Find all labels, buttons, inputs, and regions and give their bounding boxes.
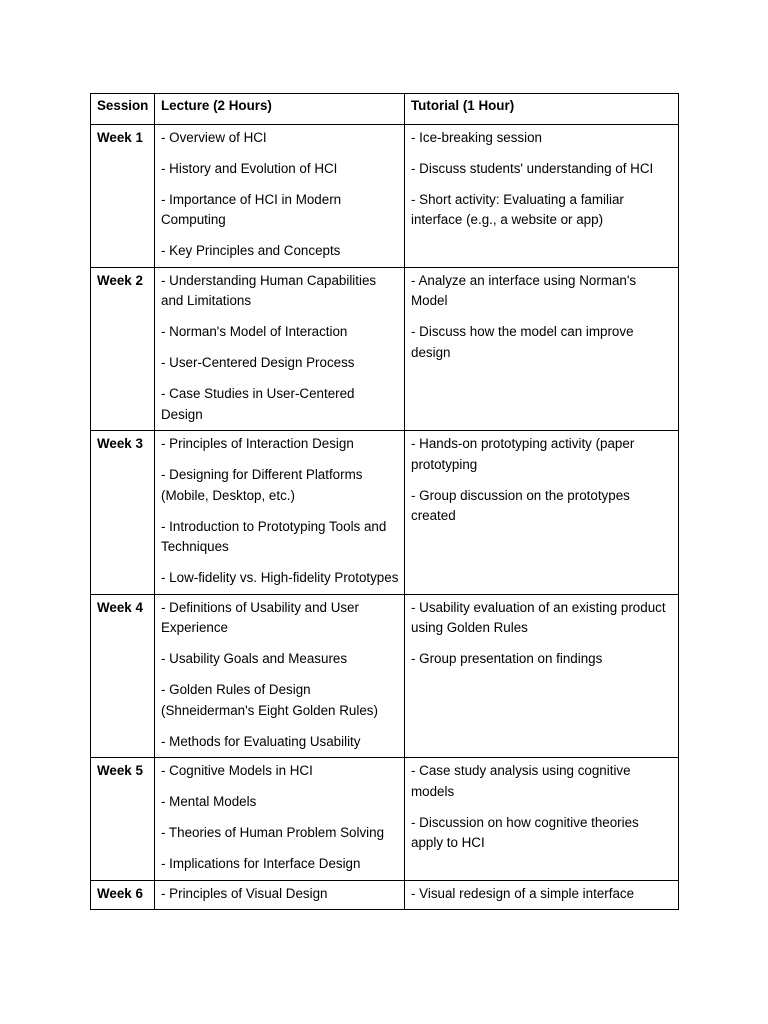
header-session: Session <box>91 94 155 125</box>
tutorial-item: - Analyze an interface using Norman's Model <box>411 272 637 308</box>
lecture-item: - Theories of Human Problem Solving <box>161 825 385 840</box>
lecture-item: - Norman's Model of Interaction <box>161 324 348 339</box>
lecture-item: - Importance of HCI in Modern Computing <box>161 191 342 227</box>
lecture-cell <box>155 431 405 595</box>
table-header <box>91 94 679 125</box>
lecture-cell <box>155 267 405 431</box>
tutorial-item: - Discuss students' understanding of HCI <box>411 160 654 176</box>
session-cell: Week 1 <box>91 124 155 267</box>
header-tutorial: Tutorial (1 Hour) <box>405 94 679 125</box>
tutorial-item: - Short activity: Evaluating a familiar interface (e.g., a website or app) <box>411 191 624 227</box>
table-row <box>91 758 679 881</box>
tutorial-item: - Hands-on prototyping activity (paper prototyping <box>411 436 635 472</box>
tutorial-item: - Visual redesign of a simple interface <box>411 885 635 901</box>
lecture-item: - Key Principles and Concepts <box>161 243 341 258</box>
lecture-item: - Definitions of Usability and User Experience <box>161 599 359 635</box>
tutorial-item: - Group discussion on the prototypes created <box>411 487 630 523</box>
table-row <box>91 880 679 910</box>
lecture-item: - Usability Goals and Measures <box>161 651 348 666</box>
tutorial-item: - Group presentation on findings <box>411 651 603 666</box>
lecture-item: - Overview of HCI <box>161 129 267 145</box>
lecture-item: - Methods for Evaluating Usability <box>161 733 361 749</box>
lecture-item: - Golden Rules of Design (Shneiderman's Eight Golden Rules) <box>161 682 378 718</box>
table-row <box>91 431 679 595</box>
tutorial-cell <box>405 431 679 595</box>
header-row <box>91 94 679 125</box>
lecture-item: - Cognitive Models in HCI <box>161 763 313 778</box>
session-cell: Week 6 <box>91 880 155 910</box>
lecture-item: - Introduction to Prototyping Tools and Techniques <box>161 518 387 554</box>
tutorial-item: - Discuss how the model can improve design <box>411 324 634 360</box>
lecture-cell <box>155 880 405 910</box>
tutorial-cell <box>405 594 679 758</box>
header-lecture: Lecture (2 Hours) <box>155 94 405 125</box>
lecture-cell <box>155 758 405 881</box>
lecture-item: - User-Centered Design Process <box>161 355 355 370</box>
lecture-item: - History and Evolution of HCI <box>161 160 338 176</box>
lecture-item: - Understanding Human Capabilities and Limitations <box>161 272 377 308</box>
lecture-item: - Principles of Visual Design <box>161 885 328 901</box>
tutorial-item: - Discussion on how cognitive theories apply to HCI <box>411 814 639 850</box>
lecture-cell <box>155 594 405 758</box>
table-row <box>91 594 679 758</box>
session-cell: Week 4 <box>91 594 155 758</box>
tutorial-item: - Usability evaluation of an existing product using Golden Rules <box>411 599 666 635</box>
lecture-item: - Designing for Different Platforms (Mobile, Desktop, etc.) <box>161 467 363 503</box>
table-body <box>91 124 679 910</box>
session-cell: Week 2 <box>91 267 155 431</box>
session-cell: Week 5 <box>91 758 155 881</box>
tutorial-item: - Case study analysis using cognitive models <box>411 763 631 799</box>
tutorial-cell <box>405 758 679 881</box>
tutorial-cell <box>405 124 679 267</box>
lecture-item: - Mental Models <box>161 794 257 809</box>
table-row <box>91 267 679 431</box>
lecture-item: - Case Studies in User-Centered Design <box>161 386 355 422</box>
session-cell: Week 3 <box>91 431 155 595</box>
tutorial-cell <box>405 880 679 910</box>
tutorial-cell <box>405 267 679 431</box>
tutorial-item: - Ice-breaking session <box>411 129 542 145</box>
lecture-cell <box>155 124 405 267</box>
lecture-item: - Principles of Interaction Design <box>161 436 354 451</box>
course-schedule-table <box>90 93 679 910</box>
table-row <box>91 124 679 267</box>
lecture-item: - Implications for Interface Design <box>161 856 361 871</box>
lecture-item: - Low-fidelity vs. High-fidelity Prototypes <box>161 570 399 585</box>
